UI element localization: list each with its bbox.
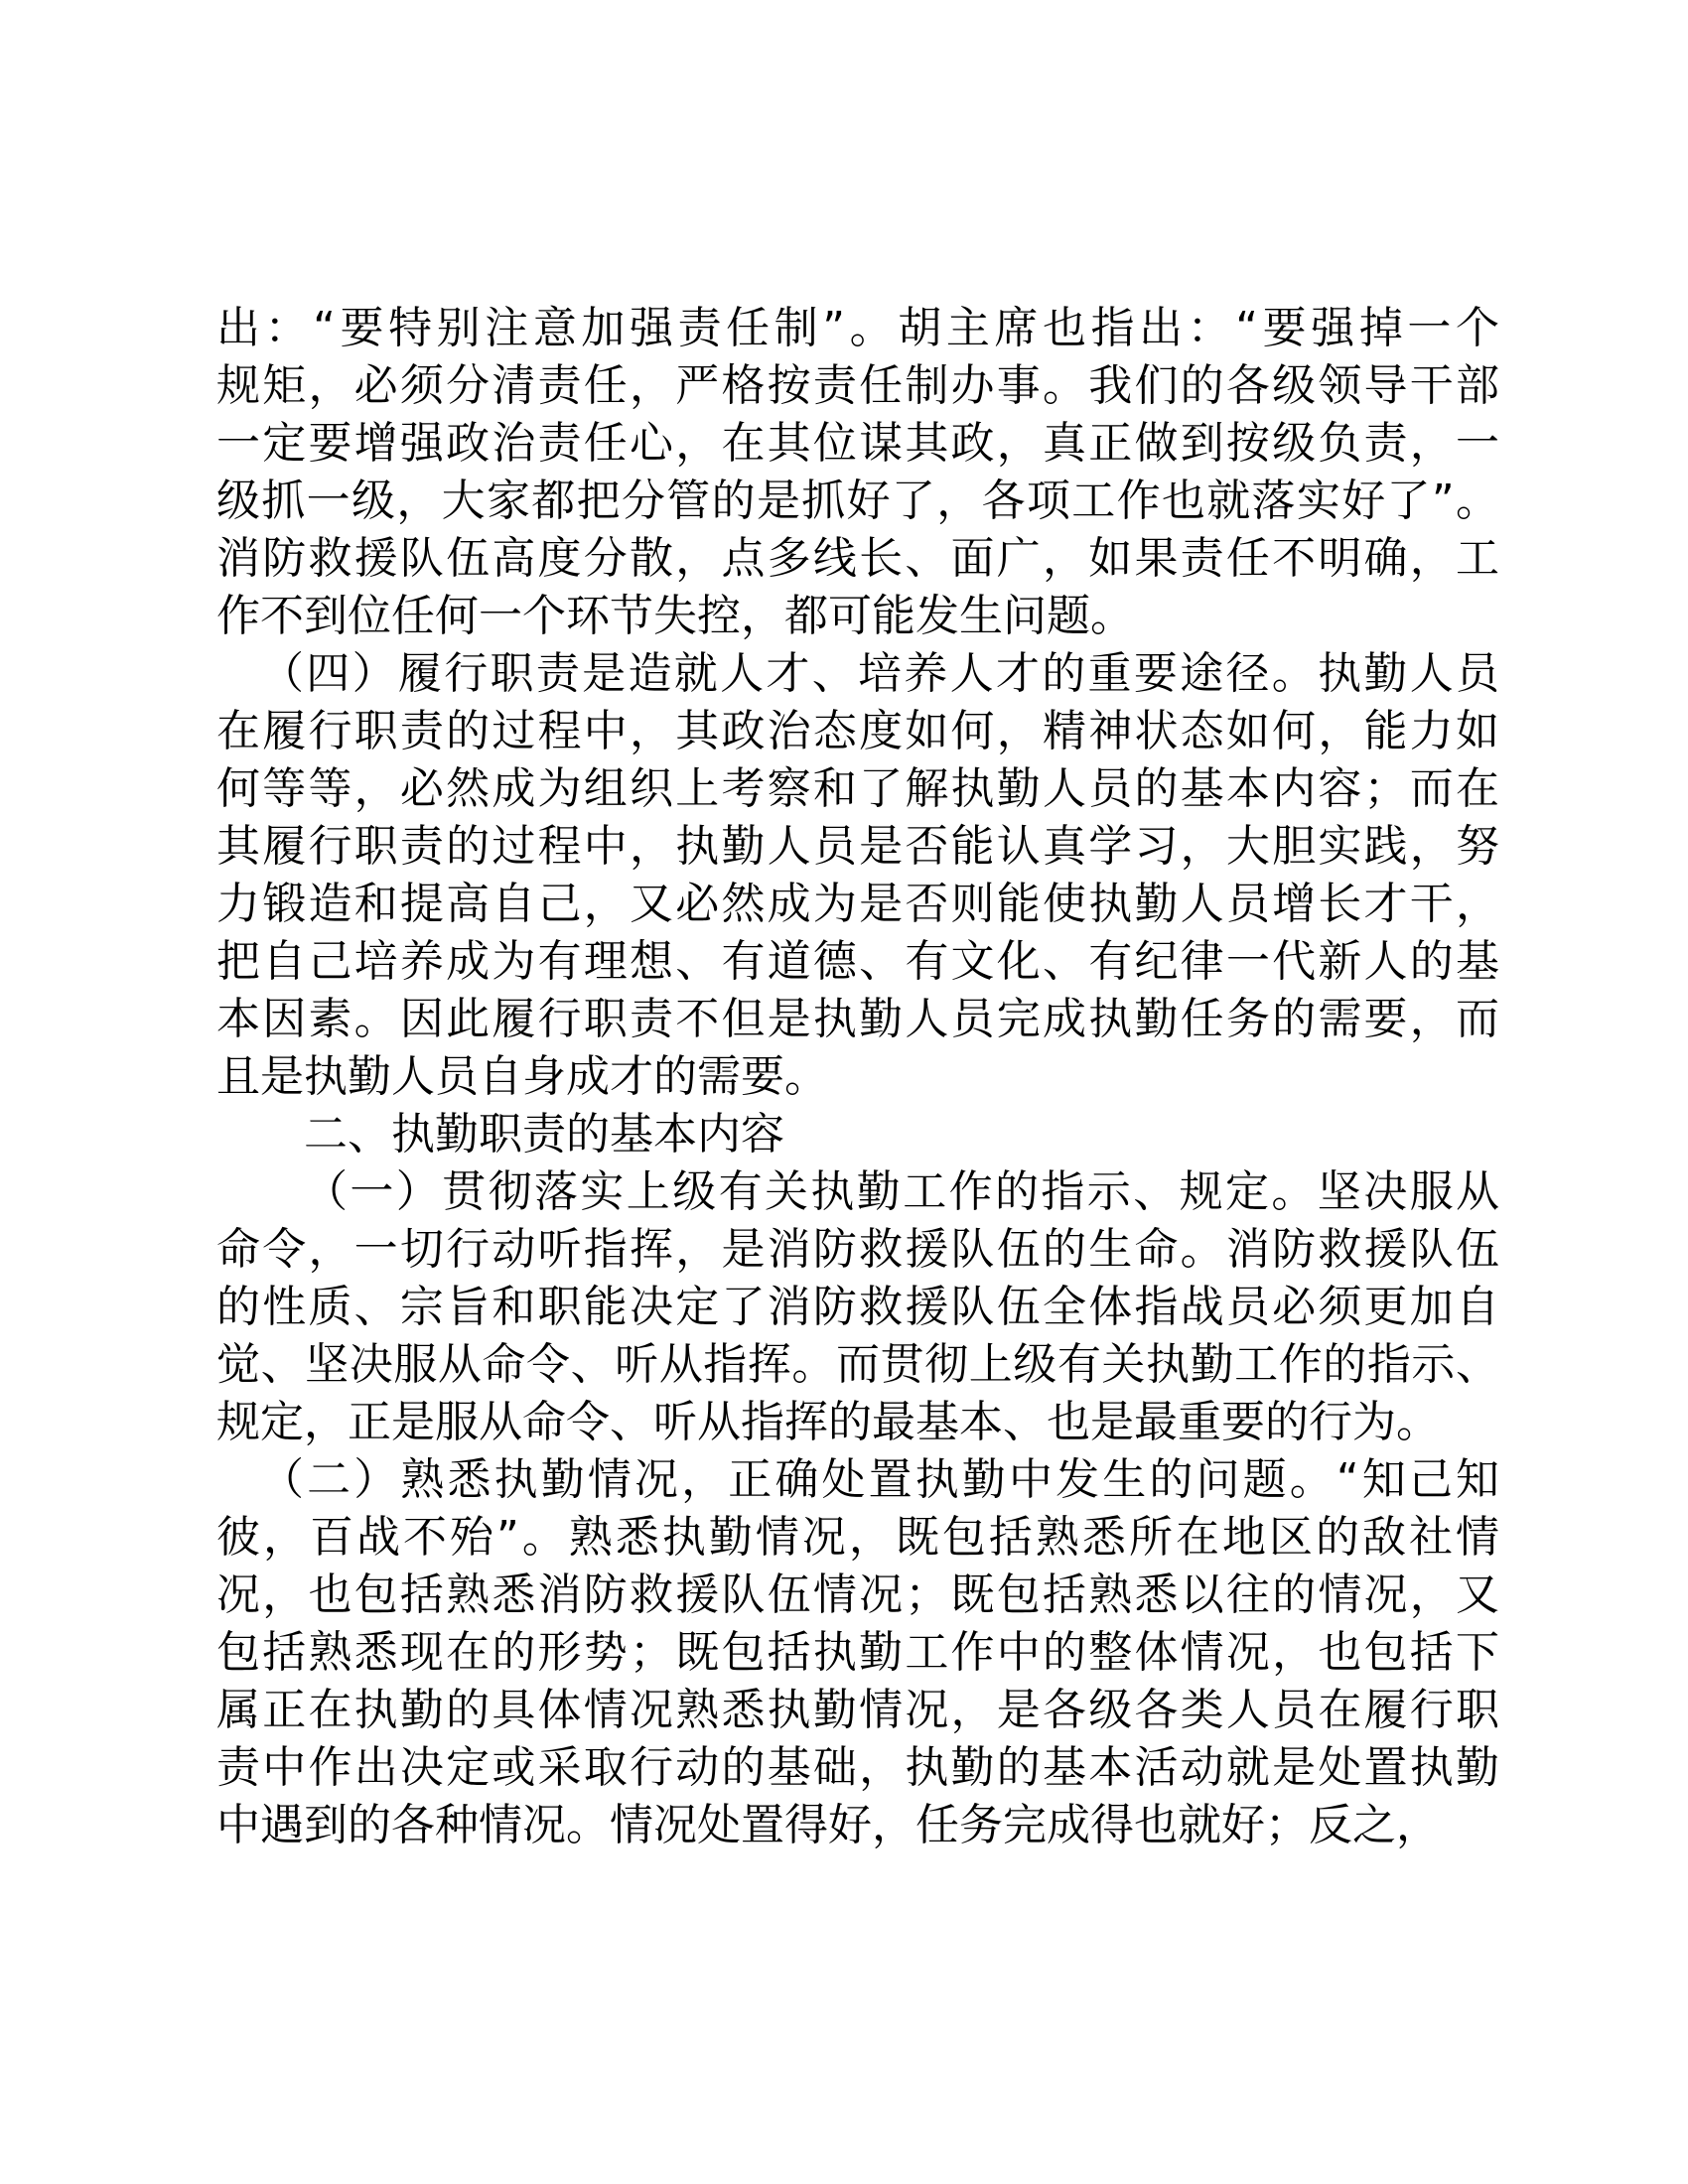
text-line: 一定要增强政治责任心，在其位谋其政，真正做到按级负责，一: [216, 418, 1499, 469]
text-line: 本因素。因此履行职责不但是执勤人员完成执勤任务的需要，而: [216, 994, 1499, 1044]
text-line: （一）贯彻落实上级有关执勤工作的指示、规定。坚决服从: [304, 1166, 1499, 1217]
text-line: 出：“要特别注意加强责任制”。胡主席也指出：“要强掉一个: [216, 303, 1499, 353]
text-line: 中遇到的各种情况。情况处置得好，任务完成得也就好；反之，: [216, 1800, 1440, 1850]
text-line: 何等等，必然成为组织上考察和了解执勤人员的基本内容；而在: [216, 763, 1499, 814]
text-line: 命令，一切行动听指挥，是消防救援队伍的生命。消防救援队伍: [216, 1224, 1499, 1275]
paragraph-item-1: [216, 1163, 1499, 1451]
text-line: （二）熟悉执勤情况，正确处置执勤中发生的问题。“知己知: [260, 1454, 1499, 1505]
text-line: 二、执勤职责的基本内容: [304, 1109, 784, 1160]
section-heading-2: [216, 1106, 1499, 1163]
text-line: 责中作出决定或采取行动的基础，执勤的基本活动就是处置执勤: [216, 1742, 1499, 1793]
text-line: 包括熟悉现在的形势；既包括执勤工作中的整体情况，也包括下: [216, 1627, 1499, 1678]
paragraph-responsibility: [216, 300, 1499, 645]
text-line: （四）履行职责是造就人才、培养人才的重要途径。执勤人员: [260, 648, 1499, 699]
text-line: 规定，正是服从命令、听从指挥的最基本、也是最重要的行为。: [216, 1397, 1440, 1447]
text-line: 觉、坚决服从命令、听从指挥。而贯彻上级有关执勤工作的指示、: [216, 1339, 1499, 1390]
text-line: 级抓一级，大家都把分管的是抓好了，各项工作也就落实好了”。: [216, 476, 1499, 526]
text-line: 作不到位任何一个环节失控，都可能发生问题。: [216, 591, 1134, 641]
text-line: 彼，百战不殆”。熟悉执勤情况，既包括熟悉所在地区的敌社情: [216, 1512, 1499, 1563]
text-line: 把自己培养成为有理想、有道德、有文化、有纪律一代新人的基: [216, 936, 1499, 987]
text-line: 其履行职责的过程中，执勤人员是否能认真学习，大胆实践，努: [216, 821, 1499, 872]
text-line: 在履行职责的过程中，其政治态度如何，精神状态如何，能力如: [216, 706, 1499, 756]
paragraph-item-4: [216, 645, 1499, 1106]
text-line: 力锻造和提高自己，又必然成为是否则能使执勤人员增长才干，: [216, 879, 1499, 929]
text-line: 的性质、宗旨和职能决定了消防救援队伍全体指战员必须更加自: [216, 1282, 1499, 1332]
text-line: 属正在执勤的具体情况熟悉执勤情况，是各级各类人员在履行职: [216, 1685, 1499, 1735]
paragraph-item-2: [216, 1451, 1499, 1854]
document-body: [216, 300, 1499, 1854]
text-line: 规矩，必须分清责任，严格按责任制办事。我们的各级领导干部: [216, 360, 1499, 411]
text-line: 况，也包括熟悉消防救援队伍情况；既包括熟悉以往的情况，又: [216, 1570, 1499, 1620]
text-line: 且是执勤人员自身成才的需要。: [216, 1051, 828, 1102]
text-line: 消防救援队伍高度分散，点多线长、面广，如果责任不明确，工: [216, 533, 1499, 584]
